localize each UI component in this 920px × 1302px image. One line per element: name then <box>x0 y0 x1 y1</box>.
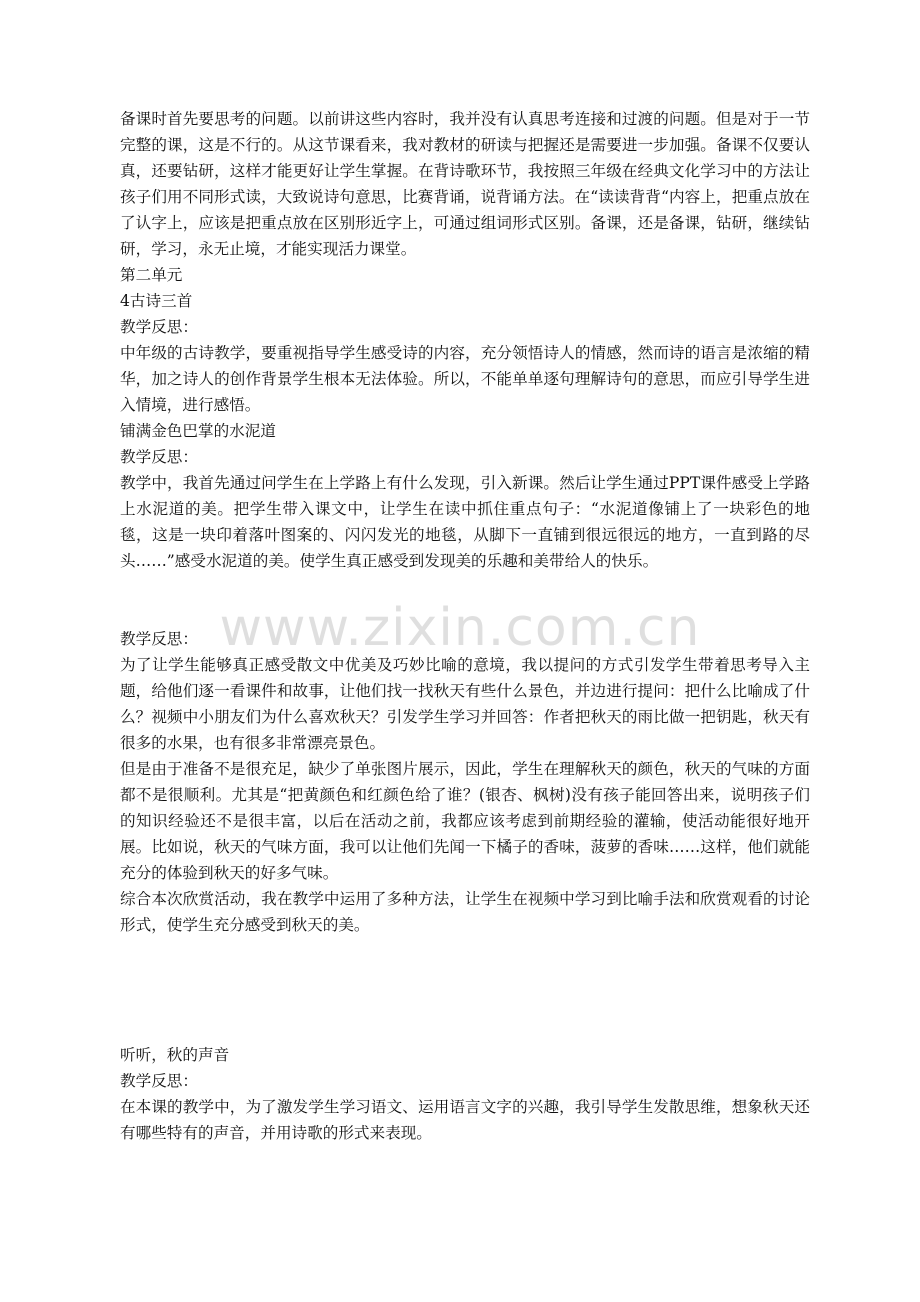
watermark: www.zixin.com.cn <box>219 598 701 658</box>
document-body <box>120 106 810 1146</box>
reflection-label: 教学反思： <box>120 630 198 648</box>
paragraph-autumn-metaphor: 为了让学生能够真正感受散文中优美及巧妙比喻的意境，我以提问的方式引发学生带着思考导入主题，给他们逐一看课件和故事，让他们找一找秋天有些什么景色，并边进行提问：把什么比喻成了什么？视频中小朋友们为什么喜欢秋天？引发学生学习并回答：作者把秋天的雨比做一把钥匙，秋天有很多的水果，也有很多非常漂亮景色。 <box>120 656 810 752</box>
reflection-label: 教学反思： <box>120 448 198 466</box>
paragraph-poem-teaching: 中年级的古诗教学，要重视指导学生感受诗的内容，充分领悟诗人的情感，然而诗的语言是浓缩的精华，加之诗人的创作背景学生根本无法体验。所以，不能单单逐句理解诗句的意思，而应引导学生进入情境，进行感悟。 <box>120 344 810 414</box>
lesson-heading-ancient-poems: 4古诗三首 <box>120 292 193 310</box>
paragraph-lesson-prep: 备课时首先要思考的问题。以前讲这些内容时，我并没有认真思考连接和过渡的问题。但是对于一节完整的课，这是不行的。从这节课看来，我对教材的研读与把握还是需要进一步加强。备课不仅要认真，还要钻研，这样才能更好让学生掌握。在背诗歌环节，我按照三年级在经典文化学习中的方法让孩子们用不同形式读，大致说诗句意思，比赛背诵，说背诵方法。在“读读背背“内容上，把重点放在了认字上，应该是把重点放在区别形近字上，可通过组词形式区别。备课，还是备课，钻研，继续钻研，学习，永无止境，才能实现活力课堂。 <box>120 110 810 258</box>
paragraph-autumn-shortcomings: 但是由于准备不是很充足，缺少了单张图片展示，因此，学生在理解秋天的颜色，秋天的气味的方面都不是很顺利。尤其是“把黄颜色和红颜色给了谁？(银杏、枫树)没有孩子能回答出来，说明孩子们的知识经验还不是很丰富，以后在活动之前，我都应该考虑到前期经验的灌输，使活动能很好地开展。比如说，秋天的气味方面，我可以让他们先闻一下橘子的香味，菠萝的香味……这样，他们就能充分的体验到秋天的好多气味。 <box>120 760 810 882</box>
unit-heading: 第二单元 <box>120 266 183 284</box>
paragraph-summary: 综合本次欣赏活动，我在教学中运用了多种方法，让学生在视频中学习到比喻手法和欣赏观看的讨论形式，使学生充分感受到秋天的美。 <box>120 890 810 934</box>
lesson-heading-autumn-sound: 听听，秋的声音 <box>120 1046 230 1064</box>
reflection-label: 教学反思： <box>120 1072 198 1090</box>
spacer <box>120 574 810 626</box>
paragraph-autumn-sound: 在本课的教学中，为了激发学生学习语文、运用语言文字的兴趣，我引导学生发散思维，想象秋天还有哪些特有的声音，并用诗歌的形式来表现。 <box>120 1098 810 1142</box>
reflection-label: 教学反思： <box>120 318 198 336</box>
lesson-heading-cement-road: 铺满金色巴掌的水泥道 <box>120 422 276 440</box>
spacer <box>120 938 810 1042</box>
paragraph-cement-road: 教学中，我首先通过问学生在上学路上有什么发现，引入新课。然后让学生通过PPT课件感受上学路上水泥道的美。把学生带入课文中，让学生在读中抓住重点句子：“水泥道像铺上了一块彩色的地毯，这是一块印着落叶图案的、闪闪发光的地毯，从脚下一直铺到很远很远的地方，一直到路的尽头……”感受水泥道的美。使学生真正感受到发现美的乐趣和美带给人的快乐。 <box>120 474 810 570</box>
